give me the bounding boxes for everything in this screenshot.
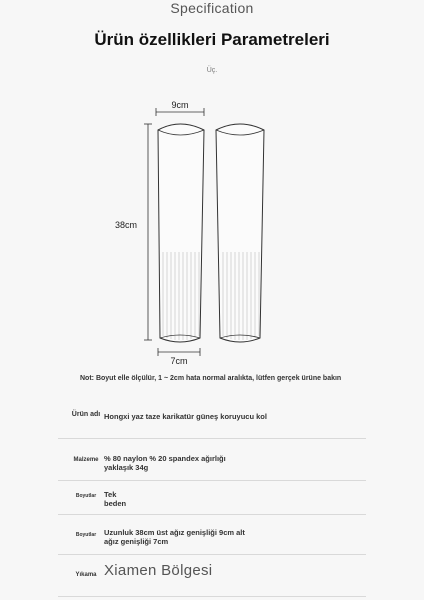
divider <box>58 438 366 439</box>
top-width-dimension <box>156 100 204 116</box>
bottom-width-dimension <box>158 348 200 366</box>
spec-label: Yıkama <box>75 572 97 578</box>
spec-value: % 80 naylon % 20 spandex ağırlığı yaklaşık 34g <box>104 454 226 472</box>
bottom-width-label: 7cm <box>170 356 188 366</box>
length-dimension <box>115 124 152 340</box>
measurement-note: Not: Boyut elle ölçülür, 1 ~ 2cm hata normal aralıkta, lütfen gerçek ürüne bakın <box>80 375 342 382</box>
divider <box>58 554 366 555</box>
top-width-label: 9cm <box>171 100 189 110</box>
spec-value: Uzunluk 38cm üst ağız genişliği 9cm alt ağız genişliği 7cm <box>104 528 245 546</box>
page-title: Ürün özellikleri Parametreleri <box>94 30 330 49</box>
divider <box>58 514 366 515</box>
spec-value: Tek beden <box>104 490 127 508</box>
section-eyebrow: Specification <box>170 0 254 16</box>
spec-label: Ürün adı <box>71 411 101 418</box>
right-sleeve-outline <box>216 124 264 342</box>
left-sleeve-outline <box>158 124 204 342</box>
sub-caption: Üç. <box>206 67 218 74</box>
spec-value: Xiamen Bölgesi <box>104 562 213 579</box>
divider <box>58 596 366 597</box>
sleeve-size-diagram <box>0 80 424 370</box>
spec-value: Hongxi yaz taze karikatür güneş koruyucu kol <box>104 412 267 421</box>
spec-label: Boyutlar <box>75 493 97 499</box>
spec-label: Boyutlar <box>75 532 97 538</box>
divider <box>58 480 366 481</box>
spec-label: Malzeme <box>73 457 99 463</box>
length-label: 38cm <box>114 220 138 230</box>
